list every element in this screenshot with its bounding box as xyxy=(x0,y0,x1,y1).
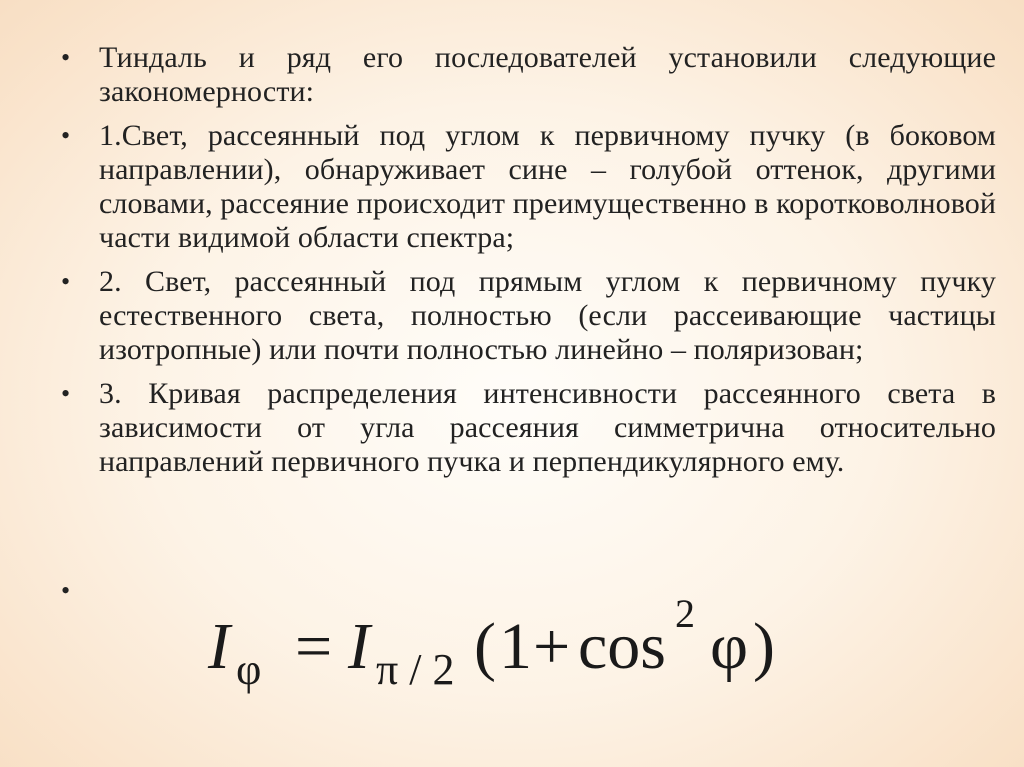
formula-lhs-subscript: φ xyxy=(236,645,262,694)
bullet-text: 1.Свет, рассеянный под углом к первичному пучку (в боковом направлении), обнаруживает сине – голубой оттенок, другими словами, рассеяние происходит преимущественно в коротковолновой части видимой области спектра; xyxy=(99,119,997,254)
bullet-text: 2. Свет, рассеянный под прямым углом к первичному пучку естественного света, полностью (если рассеивающие частицы изотропные) или почти полностью линейно – поляризован; xyxy=(99,265,996,366)
formula-arg: φ xyxy=(710,610,749,683)
bullet-item-2 xyxy=(61,119,997,255)
bullet-item-3 xyxy=(61,265,996,367)
bullet-text: 3. Кривая распределения интенсивности рассеянного света в зависимости от угла рассеяния симметрична относительно направлений первичного пучка и перпендикулярного ему. xyxy=(99,377,996,478)
formula-cos: cos xyxy=(578,610,666,683)
bullet-dot-icon: • xyxy=(61,121,71,150)
formula-open-paren: ( xyxy=(474,610,496,683)
bullet-item-4 xyxy=(61,377,996,479)
formula-rhs-symbol: I xyxy=(348,610,370,683)
bullet-text: Тиндаль и ряд его последователей установили следующие закономерности: xyxy=(99,41,996,108)
formula-one: 1 xyxy=(499,610,532,683)
bullet-dot-icon: • xyxy=(61,379,71,408)
formula-close-paren: ) xyxy=(753,610,775,683)
bullet-dot-icon: • xyxy=(61,267,71,296)
bullet-item-1 xyxy=(61,41,996,109)
formula-rhs-subscript: π / 2 xyxy=(376,645,455,694)
intensity-formula xyxy=(208,591,808,706)
formula-equals: = xyxy=(295,610,333,683)
bullet-list xyxy=(61,41,997,489)
formula-power: 2 xyxy=(675,591,695,636)
bullet-dot-icon: • xyxy=(61,43,71,72)
empty-bullet-dot-icon: • xyxy=(61,576,71,605)
formula-plus: + xyxy=(533,610,571,683)
formula-lhs-symbol: I xyxy=(208,610,230,683)
